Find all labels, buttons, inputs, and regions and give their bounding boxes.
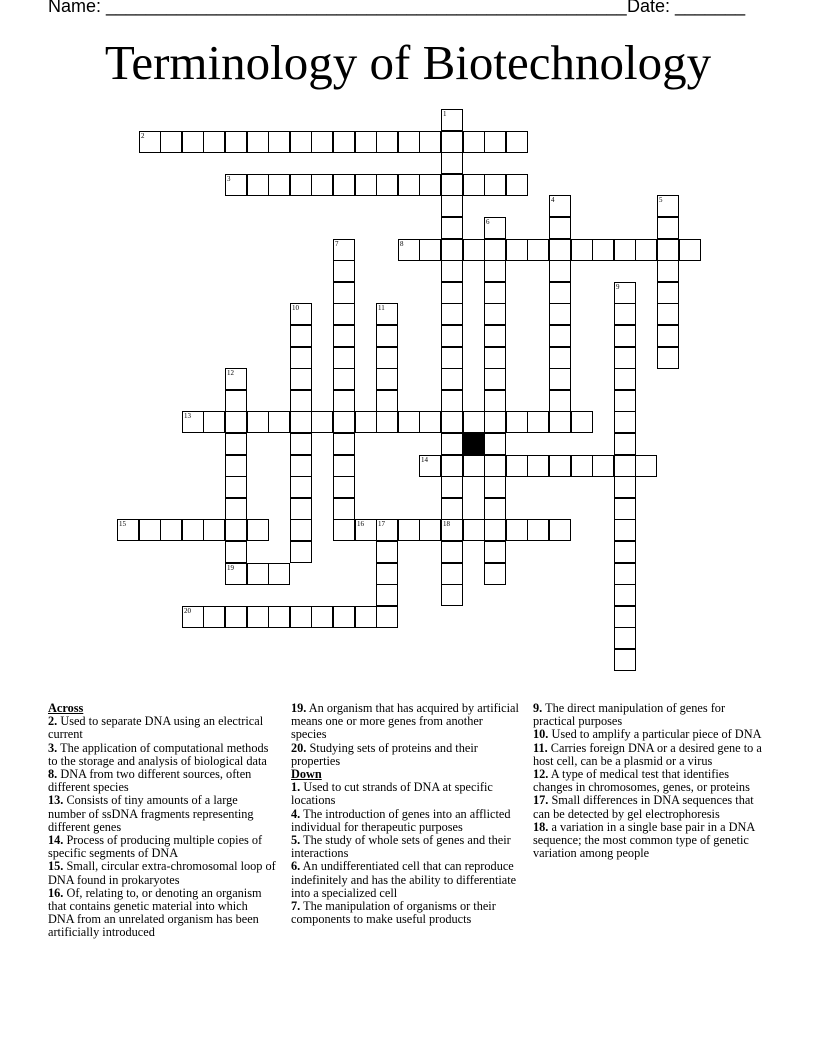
grid-cell[interactable] xyxy=(614,411,636,433)
grid-cell[interactable] xyxy=(333,131,355,153)
grid-cell[interactable] xyxy=(484,519,506,541)
grid-cell[interactable] xyxy=(614,563,636,585)
grid-cell[interactable] xyxy=(441,303,463,325)
clue-text: Used to separate DNA using an electrical current xyxy=(48,714,264,742)
grid-cell[interactable] xyxy=(182,131,204,153)
clue-number: 5. xyxy=(291,833,301,848)
grid-cell[interactable] xyxy=(333,260,355,282)
grid-cell[interactable] xyxy=(419,519,441,541)
grid-cell[interactable] xyxy=(614,368,636,390)
grid-cell[interactable] xyxy=(333,433,355,455)
clue-text: Carries foreign DNA or a desired gene to a host cell, can be a plasmid or a virus xyxy=(533,740,762,768)
grid-cell[interactable] xyxy=(290,174,312,196)
grid-cell[interactable] xyxy=(549,347,571,369)
grid-cell[interactable] xyxy=(290,476,312,498)
grid-cell[interactable] xyxy=(419,411,441,433)
grid-cell[interactable] xyxy=(614,476,636,498)
grid-cell[interactable] xyxy=(549,260,571,282)
grid-cell[interactable] xyxy=(182,519,204,541)
clue-number-label: 19 xyxy=(227,564,234,572)
clue-down-4 xyxy=(291,808,519,834)
across-heading: Across xyxy=(48,701,84,715)
grid-cell[interactable] xyxy=(139,131,161,153)
grid-cell[interactable] xyxy=(441,411,463,433)
grid-cell[interactable] xyxy=(268,411,290,433)
clue-number-label: 10 xyxy=(292,304,299,312)
grid-cell[interactable] xyxy=(549,195,571,217)
grid-cell[interactable] xyxy=(463,519,485,541)
grid-cell[interactable] xyxy=(311,606,333,628)
clue-across-15 xyxy=(48,860,276,886)
grid-cell[interactable] xyxy=(571,239,593,261)
clue-number-label: 5 xyxy=(659,196,663,204)
grid-cell[interactable] xyxy=(549,282,571,304)
grid-cell[interactable] xyxy=(225,131,247,153)
grid-cell[interactable] xyxy=(506,455,528,477)
clue-text: The manipulation of organisms or their components to make useful products xyxy=(291,899,496,927)
grid-cell[interactable] xyxy=(614,498,636,520)
clue-number-label: 12 xyxy=(227,369,234,377)
grid-cell[interactable] xyxy=(484,303,506,325)
grid-cell[interactable] xyxy=(484,131,506,153)
grid-cell[interactable] xyxy=(614,519,636,541)
clue-number-label: 1 xyxy=(443,110,447,118)
grid-cell[interactable] xyxy=(376,174,398,196)
grid-cell[interactable] xyxy=(419,239,441,261)
grid-cell[interactable] xyxy=(463,174,485,196)
grid-cell[interactable] xyxy=(225,390,247,412)
name-line[interactable]: Name: ____________________________________________________ xyxy=(48,0,627,16)
grid-cell[interactable] xyxy=(441,109,463,131)
grid-cell[interactable] xyxy=(441,498,463,520)
grid-cell[interactable] xyxy=(657,260,679,282)
grid-cell[interactable] xyxy=(506,174,528,196)
grid-cell[interactable] xyxy=(484,498,506,520)
grid-cell[interactable] xyxy=(614,303,636,325)
grid-cell[interactable] xyxy=(225,606,247,628)
grid-cell[interactable] xyxy=(614,433,636,455)
grid-cell[interactable] xyxy=(203,606,225,628)
grid-cell[interactable] xyxy=(398,174,420,196)
clue-number-label: 13 xyxy=(184,412,191,420)
grid-cell[interactable] xyxy=(268,131,290,153)
grid-cell[interactable] xyxy=(333,455,355,477)
grid-cell[interactable] xyxy=(506,519,528,541)
grid-cell[interactable] xyxy=(441,519,463,541)
clue-number-label: 6 xyxy=(486,218,490,226)
clue-number: 20. xyxy=(291,740,307,755)
grid-cell[interactable] xyxy=(225,476,247,498)
grid-cell[interactable] xyxy=(463,131,485,153)
grid-cell[interactable] xyxy=(333,390,355,412)
grid-cell[interactable] xyxy=(376,131,398,153)
grid-cell[interactable] xyxy=(549,411,571,433)
grid-cell[interactable] xyxy=(376,411,398,433)
grid-cell[interactable] xyxy=(441,174,463,196)
clue-number-label: 3 xyxy=(227,175,231,183)
grid-cell[interactable] xyxy=(657,282,679,304)
grid-cell[interactable] xyxy=(333,368,355,390)
blocked-cell xyxy=(463,433,485,455)
grid-cell[interactable] xyxy=(527,411,549,433)
clue-number: 19. xyxy=(291,701,307,715)
grid-cell[interactable] xyxy=(225,541,247,563)
grid-cell[interactable] xyxy=(268,563,290,585)
grid-cell[interactable] xyxy=(290,541,312,563)
grid-cell[interactable] xyxy=(484,455,506,477)
grid-cell[interactable] xyxy=(506,131,528,153)
grid-cell[interactable] xyxy=(549,325,571,347)
grid-cell[interactable] xyxy=(290,347,312,369)
grid-cell[interactable] xyxy=(290,325,312,347)
clue-number: 12. xyxy=(533,767,549,782)
clue-number: 9. xyxy=(533,701,543,715)
clue-text: Of, relating to, or denoting an organism that contains genetic material into which DNA from an unrelated organism has been artificially introduced xyxy=(48,885,262,940)
grid-cell[interactable] xyxy=(333,325,355,347)
grid-cell[interactable] xyxy=(398,411,420,433)
clue-column-3 xyxy=(533,702,765,860)
clue-across-8 xyxy=(48,768,276,794)
grid-cell[interactable] xyxy=(527,519,549,541)
grid-cell[interactable] xyxy=(290,498,312,520)
grid-cell[interactable] xyxy=(419,131,441,153)
clue-text: Small, circular extra-chromosomal loop of DNA found in prokaryotes xyxy=(48,859,276,887)
clue-number: 17. xyxy=(533,793,549,808)
grid-cell[interactable] xyxy=(484,368,506,390)
clue-number-label: 7 xyxy=(335,240,339,248)
grid-cell[interactable] xyxy=(484,325,506,347)
grid-cell[interactable] xyxy=(333,519,355,541)
grid-cell[interactable] xyxy=(355,411,377,433)
clue-number-label: 18 xyxy=(443,520,450,528)
grid-cell[interactable] xyxy=(549,368,571,390)
page-title: Terminology of Biotechnology xyxy=(104,35,712,90)
grid-cell[interactable] xyxy=(657,195,679,217)
grid-cell[interactable] xyxy=(441,347,463,369)
grid-cell[interactable] xyxy=(203,411,225,433)
grid-cell[interactable] xyxy=(311,174,333,196)
grid-cell[interactable] xyxy=(657,325,679,347)
grid-cell[interactable] xyxy=(441,195,463,217)
grid-cell[interactable] xyxy=(290,433,312,455)
grid-cell[interactable] xyxy=(441,152,463,174)
clue-number: 8. xyxy=(48,767,58,782)
grid-cell[interactable] xyxy=(549,239,571,261)
grid-cell[interactable] xyxy=(290,131,312,153)
grid-cell[interactable] xyxy=(635,455,657,477)
grid-cell[interactable] xyxy=(441,455,463,477)
grid-cell[interactable] xyxy=(139,519,161,541)
grid-cell[interactable] xyxy=(484,476,506,498)
clue-number: 14. xyxy=(48,833,64,848)
clue-number-label: 8 xyxy=(400,240,404,248)
grid-cell[interactable] xyxy=(441,563,463,585)
grid-cell[interactable] xyxy=(290,390,312,412)
grid-cell[interactable] xyxy=(484,347,506,369)
grid-cell[interactable] xyxy=(333,282,355,304)
grid-cell[interactable] xyxy=(290,303,312,325)
grid-cell[interactable] xyxy=(657,303,679,325)
grid-cell[interactable] xyxy=(182,606,204,628)
grid-cell[interactable] xyxy=(268,174,290,196)
grid-cell[interactable] xyxy=(571,411,593,433)
clue-number: 4. xyxy=(291,806,301,821)
grid-cell[interactable] xyxy=(355,131,377,153)
grid-cell[interactable] xyxy=(441,368,463,390)
clue-text: The application of computational methods to the storage and analysis of biological data xyxy=(48,740,269,768)
grid-cell[interactable] xyxy=(376,519,398,541)
grid-cell[interactable] xyxy=(679,239,701,261)
clue-text: Used to amplify a particular piece of DNA xyxy=(551,727,762,742)
grid-cell[interactable] xyxy=(182,411,204,433)
grid-cell[interactable] xyxy=(333,498,355,520)
grid-cell[interactable] xyxy=(290,519,312,541)
grid-cell[interactable] xyxy=(333,476,355,498)
grid-cell[interactable] xyxy=(614,390,636,412)
grid-cell[interactable] xyxy=(203,519,225,541)
grid-cell[interactable] xyxy=(484,217,506,239)
grid-cell[interactable] xyxy=(441,541,463,563)
clue-number: 11. xyxy=(533,740,548,755)
clue-text: Consists of tiny amounts of a large number of ssDNA fragments representing different genes xyxy=(48,793,254,834)
grid-cell[interactable] xyxy=(614,541,636,563)
clue-number: 10. xyxy=(533,727,549,742)
grid-cell[interactable] xyxy=(571,455,593,477)
clue-number: 6. xyxy=(291,859,301,874)
clue-across-19 xyxy=(291,702,519,742)
clue-text: Studying sets of proteins and their properties xyxy=(291,740,478,768)
grid-cell[interactable] xyxy=(549,455,571,477)
clue-number: 3. xyxy=(48,740,58,755)
clue-text: The introduction of genes into an afflicted individual for therapeutic purposes xyxy=(291,806,511,834)
clue-down-12 xyxy=(533,768,765,794)
grid-cell[interactable] xyxy=(592,455,614,477)
clue-text: Process of producing multiple copies of specific segments of DNA xyxy=(48,833,263,861)
grid-cell[interactable] xyxy=(419,455,441,477)
grid-cell[interactable] xyxy=(225,368,247,390)
grid-cell[interactable] xyxy=(441,260,463,282)
grid-cell[interactable] xyxy=(247,131,269,153)
grid-cell[interactable] xyxy=(419,174,441,196)
grid-cell[interactable] xyxy=(117,519,139,541)
clue-number-label: 16 xyxy=(357,520,364,528)
clue-number-label: 2 xyxy=(141,132,145,140)
clue-text: A type of medical test that identifies changes in chromosomes, genes, or proteins xyxy=(533,767,750,795)
grid-cell[interactable] xyxy=(290,606,312,628)
grid-cell[interactable] xyxy=(398,519,420,541)
grid-cell[interactable] xyxy=(549,519,571,541)
clue-number: 18. xyxy=(533,819,549,834)
grid-cell[interactable] xyxy=(484,433,506,455)
grid-cell[interactable] xyxy=(614,455,636,477)
grid-cell[interactable] xyxy=(376,390,398,412)
grid-cell[interactable] xyxy=(527,239,549,261)
clue-across-3 xyxy=(48,742,276,768)
clue-down-18 xyxy=(533,821,765,861)
grid-cell[interactable] xyxy=(614,239,636,261)
clue-number-label: 4 xyxy=(551,196,555,204)
clue-down-6 xyxy=(291,860,519,900)
grid-cell[interactable] xyxy=(376,325,398,347)
clue-down-17 xyxy=(533,794,765,820)
grid-cell[interactable] xyxy=(311,131,333,153)
grid-cell[interactable] xyxy=(441,217,463,239)
grid-cell[interactable] xyxy=(333,411,355,433)
grid-cell[interactable] xyxy=(441,476,463,498)
down-heading: Down xyxy=(291,767,322,782)
grid-cell[interactable] xyxy=(441,433,463,455)
grid-cell[interactable] xyxy=(247,563,269,585)
grid-cell[interactable] xyxy=(376,606,398,628)
clue-number: 7. xyxy=(291,899,301,914)
grid-cell[interactable] xyxy=(549,303,571,325)
grid-cell[interactable] xyxy=(592,239,614,261)
clue-down-5 xyxy=(291,834,519,860)
grid-cell[interactable] xyxy=(311,411,333,433)
clue-text: The direct manipulation of genes for practical purposes xyxy=(533,701,726,729)
grid-cell[interactable] xyxy=(376,303,398,325)
clue-column-2 xyxy=(291,702,519,926)
grid-cell[interactable] xyxy=(484,411,506,433)
grid-cell[interactable] xyxy=(376,584,398,606)
grid-cell[interactable] xyxy=(355,519,377,541)
clue-number-label: 15 xyxy=(119,520,126,528)
clue-number-label: 14 xyxy=(421,456,428,464)
grid-cell[interactable] xyxy=(657,347,679,369)
grid-cell[interactable] xyxy=(614,606,636,628)
grid-cell[interactable] xyxy=(355,606,377,628)
grid-cell[interactable] xyxy=(398,239,420,261)
grid-cell[interactable] xyxy=(333,347,355,369)
grid-cell[interactable] xyxy=(398,131,420,153)
grid-cell[interactable] xyxy=(333,606,355,628)
grid-cell[interactable] xyxy=(463,239,485,261)
clue-text: Small differences in DNA sequences that can be detected by gel electrophoresis xyxy=(533,793,754,821)
clue-across-13 xyxy=(48,794,276,834)
grid-cell[interactable] xyxy=(614,347,636,369)
clue-column-1 xyxy=(48,702,276,940)
grid-cell[interactable] xyxy=(160,131,182,153)
grid-cell[interactable] xyxy=(225,498,247,520)
grid-cell[interactable] xyxy=(376,563,398,585)
grid-cell[interactable] xyxy=(657,239,679,261)
clue-number-label: 17 xyxy=(378,520,385,528)
clue-down-11 xyxy=(533,742,765,768)
clue-down-7 xyxy=(291,900,519,926)
grid-cell[interactable] xyxy=(290,368,312,390)
clue-number: 16. xyxy=(48,885,64,900)
grid-cell[interactable] xyxy=(484,541,506,563)
grid-cell[interactable] xyxy=(614,325,636,347)
grid-cell[interactable] xyxy=(225,433,247,455)
grid-cell[interactable] xyxy=(463,411,485,433)
grid-cell[interactable] xyxy=(203,131,225,153)
grid-cell[interactable] xyxy=(614,282,636,304)
grid-cell[interactable] xyxy=(484,174,506,196)
grid-cell[interactable] xyxy=(376,368,398,390)
grid-cell[interactable] xyxy=(247,174,269,196)
grid-cell[interactable] xyxy=(484,282,506,304)
grid-cell[interactable] xyxy=(484,260,506,282)
grid-cell[interactable] xyxy=(225,455,247,477)
grid-cell[interactable] xyxy=(290,455,312,477)
grid-cell[interactable] xyxy=(484,390,506,412)
grid-cell[interactable] xyxy=(614,627,636,649)
clue-text: a variation in a single base pair in a DNA sequence; the most common type of genetic variation among people xyxy=(533,819,755,861)
clue-across-2 xyxy=(48,715,276,741)
grid-cell[interactable] xyxy=(635,239,657,261)
grid-cell[interactable] xyxy=(484,563,506,585)
clue-number: 1. xyxy=(291,780,301,795)
grid-cell[interactable] xyxy=(247,606,269,628)
grid-cell[interactable] xyxy=(355,174,377,196)
grid-cell[interactable] xyxy=(290,411,312,433)
clue-across-20 xyxy=(291,742,519,768)
grid-cell[interactable] xyxy=(225,411,247,433)
grid-cell[interactable] xyxy=(441,131,463,153)
grid-cell[interactable] xyxy=(376,541,398,563)
grid-cell[interactable] xyxy=(614,649,636,671)
grid-cell[interactable] xyxy=(463,455,485,477)
clue-text: An undifferentiated cell that can reproduce indefinitely and has the ability to differentiate into a specialized cell xyxy=(291,859,517,900)
grid-cell[interactable] xyxy=(506,239,528,261)
clue-text: The study of whole sets of genes and their interactions xyxy=(291,833,511,861)
grid-cell[interactable] xyxy=(549,217,571,239)
clue-text: An organism that has acquired by artificial means one or more genes from another species xyxy=(291,701,519,742)
grid-cell[interactable] xyxy=(484,239,506,261)
grid-cell[interactable] xyxy=(376,347,398,369)
clue-number: 13. xyxy=(48,793,64,808)
clue-text: Used to cut strands of DNA at specific locations xyxy=(291,780,493,808)
clue-across-16 xyxy=(48,887,276,940)
clue-number: 2. xyxy=(48,714,58,729)
grid-cell[interactable] xyxy=(614,584,636,606)
grid-cell[interactable] xyxy=(441,325,463,347)
grid-cell[interactable] xyxy=(333,239,355,261)
grid-cell[interactable] xyxy=(549,390,571,412)
grid-cell[interactable] xyxy=(333,303,355,325)
grid-cell[interactable] xyxy=(441,584,463,606)
grid-cell[interactable] xyxy=(506,411,528,433)
grid-cell[interactable] xyxy=(527,455,549,477)
grid-cell[interactable] xyxy=(247,411,269,433)
clue-across-14 xyxy=(48,834,276,860)
grid-cell[interactable] xyxy=(333,174,355,196)
grid-cell[interactable] xyxy=(268,606,290,628)
grid-cell[interactable] xyxy=(160,519,182,541)
clue-text: DNA from two different sources, often different species xyxy=(48,767,252,795)
grid-cell[interactable] xyxy=(247,519,269,541)
grid-cell[interactable] xyxy=(441,390,463,412)
grid-cell[interactable] xyxy=(225,174,247,196)
clue-number: 15. xyxy=(48,859,64,874)
grid-cell[interactable] xyxy=(441,239,463,261)
grid-cell[interactable] xyxy=(657,217,679,239)
clue-number-label: 20 xyxy=(184,607,191,615)
clue-number-label: 11 xyxy=(378,304,385,312)
grid-cell[interactable] xyxy=(441,282,463,304)
grid-cell[interactable] xyxy=(225,563,247,585)
grid-cell[interactable] xyxy=(225,519,247,541)
clue-number-label: 9 xyxy=(616,283,620,291)
clue-down-9 xyxy=(533,702,765,728)
date-line[interactable]: Date: _______ xyxy=(627,0,746,16)
clue-down-1 xyxy=(291,781,519,807)
